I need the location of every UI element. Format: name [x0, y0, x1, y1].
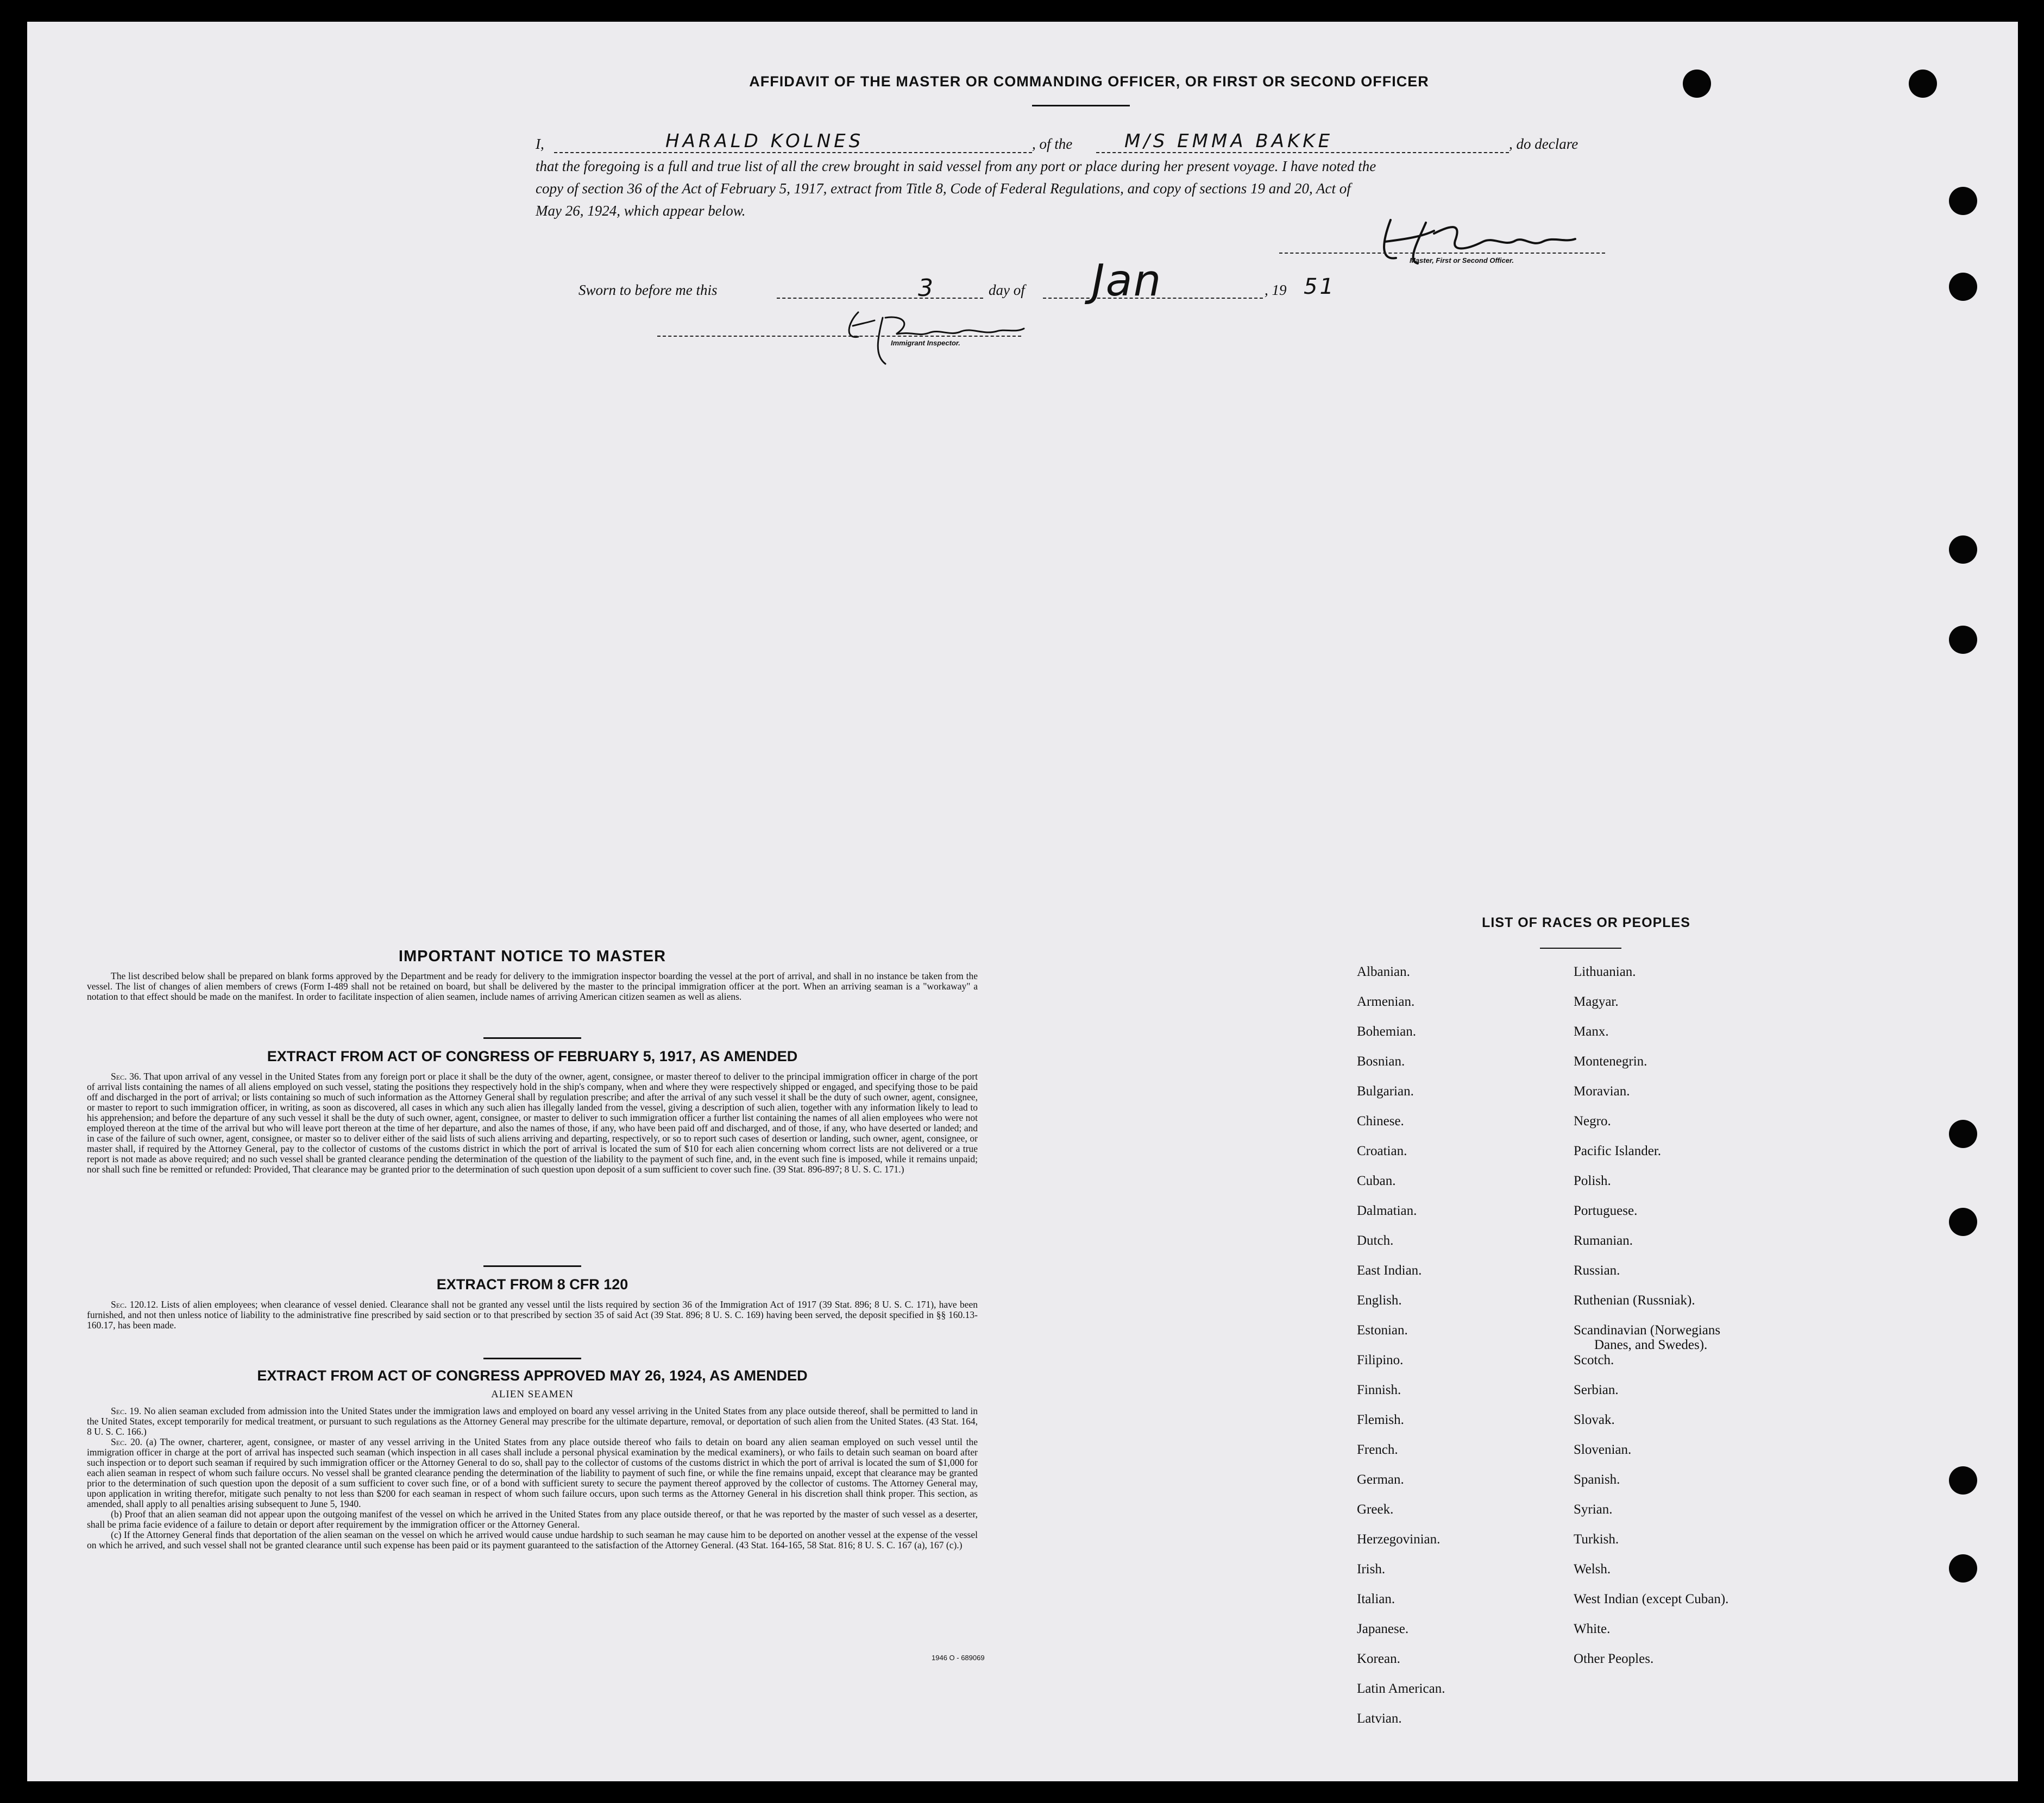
race-item: Portuguese. — [1574, 1203, 1638, 1218]
race-item: Danes, and Swedes). — [1594, 1338, 1708, 1352]
of-the-label: , of the — [1032, 136, 1073, 152]
sec-36-label: Sec. 36. — [111, 1071, 142, 1082]
race-item: White. — [1574, 1622, 1611, 1636]
race-item: Negro. — [1574, 1114, 1611, 1129]
race-item: Other Peoples. — [1574, 1651, 1654, 1666]
day-of-label: day of — [989, 282, 1025, 298]
race-item: Armenian. — [1357, 994, 1415, 1009]
sec-19-label: Sec. 19. — [111, 1405, 142, 1416]
race-item: Latin American. — [1357, 1681, 1445, 1696]
race-item: Pacific Islander. — [1574, 1144, 1662, 1158]
race-item: Serbian. — [1574, 1383, 1619, 1397]
race-item: Greek. — [1357, 1502, 1394, 1517]
punch-hole — [1683, 70, 1711, 98]
sec-20-label: Sec. 20. — [111, 1436, 143, 1447]
sworn-day-line — [777, 298, 983, 299]
race-item: Scandinavian (Norwegians — [1574, 1323, 1721, 1338]
punch-hole — [1949, 187, 1977, 215]
race-item: Dutch. — [1357, 1233, 1394, 1248]
race-item: Bosnian. — [1357, 1054, 1405, 1069]
race-item: Latvian. — [1357, 1711, 1402, 1726]
master-name-line — [554, 152, 1032, 153]
race-item: English. — [1357, 1293, 1402, 1308]
extract-8cfr — [87, 1276, 978, 1331]
race-item: East Indian. — [1357, 1263, 1422, 1278]
race-item: Flemish. — [1357, 1413, 1404, 1427]
extract-1917-body — [87, 1071, 978, 1175]
race-item: Cuban. — [1357, 1174, 1396, 1188]
section-rule — [483, 1037, 581, 1039]
title-rule — [1032, 105, 1130, 106]
year-prefix: , 19 — [1265, 282, 1287, 298]
extract-1917 — [87, 1048, 978, 1175]
sec-120-text: Lists of alien employees; when clearance of vessel denied. Clearance shall not be granted any vessel until the lists required by section 36 of the Immigration Act of 1917 (39 Stat. 896; 8 U. S. C. 171), have been furnished, and not then unless notice of liability to the administrative fine prescribed by said section or to that prescribed by section 35 of said Act (39 Stat. 896; 8 U. S. C. 169) having been served, the deposit specified in §§ 160.13-160.17, has been made. — [87, 1299, 978, 1331]
sec-19-body — [87, 1406, 978, 1437]
sec-120-label: Sec. 120.12. — [111, 1299, 159, 1310]
master-name: HARALD KOLNES — [665, 130, 864, 152]
master-signature-line — [1279, 253, 1605, 254]
section-rule — [483, 1265, 581, 1267]
extract-1917-title: EXTRACT FROM ACT OF CONGRESS OF FEBRUARY 5, 1917, AS AMENDED — [267, 1048, 798, 1064]
extract-8cfr-body — [87, 1300, 978, 1331]
race-item: Magyar. — [1574, 994, 1619, 1009]
race-item: German. — [1357, 1472, 1404, 1487]
sec-20b-body: (b) Proof that an alien seaman did not appear upon the outgoing manifest of the vessel on which he arrived in the United States from any place outside thereof, or that he was reported by the master of such vessel as a deserter, shall be prima facie evidence of a failure to detain or deport after requirement by the immigration officer or the Attorney General. — [87, 1509, 978, 1530]
sec-36-text: That upon arrival of any vessel in the United States from any foreign port or place it shall be the duty of the owner, agent, consignee, or master thereof to deliver to the principal immigration officer in charge of the port of arrival lists containing the names of all aliens employed on such vessel, stating the positions they respectively hold in the ship's company, when and where they were respectively shipped or engaged, and specifying those to be paid off and discharged in the port of arrival; or lists containing so much of such information as the Attorney General shall by regulation prescribe; and after the arrival of any such vessel it shall be the duty of such owner, agent, consignee, or master to report to such immigration officer, in writing, as soon as discovered, all cases in which any such alien has illegally landed from the vessel, giving a description of such alien, together with any information likely to lead to his apprehension; and before the departure of any such vessel it shall be the duty of such owner, agent, consignee, or master to deliver to such immigration officer a further list containing the names of all alien employees who were not employed thereon at the time of the arrival but who will leave port thereon at the time of her departure, and also the names of those, if any, who have been paid off and discharged, and of those, if any, who have deserted or landed; and in case of the failure of such owner, agent, consignee, or master so to deliver either of the said lists of such aliens arriving and departing, respectively, or so to report such cases of desertion or landing, such owner, agent, consignee, or master shall, if required by the Attorney General, pay to the collector of customs of the customs district in which the port of arrival is located the sum of $10 for each alien concerning whom correct lists are not delivered or a true report is not made as above required; and no such vessel shall be granted clearance pending the determination of the question of the liability to the payment of such fine, and, in the event such fine is imposed, while it remains unpaid; nor shall such fine be remitted or refunded: Provided, That clearance may be granted prior to the determination of such question upon deposit of a sum sufficient to cover such fine. (39 Stat. 896-897; 8 U. S. C. 171.) — [87, 1071, 978, 1175]
sworn-day: 3 — [918, 274, 936, 302]
punch-hole — [1949, 1120, 1977, 1148]
sec-19-text: No alien seaman excluded from admission into the United States under the immigration laws and employed on board any vessel arriving in the United States from any place outside thereof, shall be permitted to land in the United States, except temporarily for medical treatment, or pursuant to such regulations as the Attorney General may prescribe for the ultimate departure, removal, or deportation of such alien from the United States. (43 Stat. 164, 8 U. S. C. 166.) — [87, 1405, 978, 1437]
sworn-year: 51 — [1304, 274, 1336, 299]
race-item: Syrian. — [1574, 1502, 1613, 1517]
affidavit-title: AFFIDAVIT OF THE MASTER OR COMMANDING OFFICER, OR FIRST OR SECOND OFFICER — [749, 73, 1429, 90]
race-item: Irish. — [1357, 1562, 1386, 1577]
race-item: Slovak. — [1574, 1413, 1615, 1427]
declaration-i: I, — [536, 136, 544, 152]
punch-hole — [1949, 1466, 1977, 1495]
vessel-name-line — [1096, 152, 1509, 153]
sec-20c-body: (c) If the Attorney General finds that deportation of the alien seaman on the vessel on which he arrived would cause undue hardship to such seaman he may cause him to be deported on another vessel at the expense of the vessel on which he arrived, and such vessel shall not be granted clearance until such expense has been paid or its payment guaranteed to the satisfaction of the Attorney General. (43 Stat. 164-165, 58 Stat. 816; 8 U. S. C. 167 (a), 167 (c).) — [87, 1529, 978, 1550]
punch-hole — [1949, 1208, 1977, 1236]
race-item: French. — [1357, 1442, 1398, 1457]
notice-title: IMPORTANT NOTICE TO MASTER — [398, 948, 666, 965]
race-item: Dalmatian. — [1357, 1203, 1417, 1218]
race-item: Chinese. — [1357, 1114, 1404, 1129]
print-code: 1946 O - 689069 — [932, 1654, 985, 1662]
extract-8cfr-title: EXTRACT FROM 8 CFR 120 — [436, 1276, 628, 1293]
race-item: Croatian. — [1357, 1144, 1407, 1158]
declaration-line-3: copy of section 36 of the Act of February 5, 1917, extract from Title 8, Code of Federal Regulations, and copy of sections 19 and 20, Act of — [536, 180, 1351, 197]
race-item: Polish. — [1574, 1174, 1611, 1188]
important-notice — [87, 948, 978, 1002]
races-title: LIST OF RACES OR PEOPLES — [1482, 915, 1690, 930]
declaration-line-4: May 26, 1924, which appear below. — [536, 203, 746, 219]
race-item: Turkish. — [1574, 1532, 1619, 1547]
race-item: Lithuanian. — [1574, 964, 1636, 979]
race-item: Rumanian. — [1574, 1233, 1633, 1248]
race-item: Korean. — [1357, 1651, 1400, 1666]
race-item: Scotch. — [1574, 1353, 1614, 1367]
race-item: Herzegovinian. — [1357, 1532, 1441, 1547]
punch-hole — [1949, 273, 1977, 301]
race-item: Welsh. — [1574, 1562, 1611, 1577]
extract-1924 — [87, 1367, 978, 1550]
race-item: Russian. — [1574, 1263, 1620, 1278]
vessel-name: M/S EMMA BAKKE — [1124, 130, 1334, 152]
race-item: Manx. — [1574, 1024, 1609, 1039]
master-signature-caption: Master, First or Second Officer. — [1410, 256, 1514, 264]
punch-hole — [1909, 70, 1937, 98]
extract-1924-subtitle: ALIEN SEAMEN — [491, 1389, 574, 1400]
race-item: Bulgarian. — [1357, 1084, 1414, 1099]
race-item: Finnish. — [1357, 1383, 1401, 1397]
race-item: Estonian. — [1357, 1323, 1408, 1338]
race-item: Ruthenian (Russniak). — [1574, 1293, 1695, 1308]
race-item: Filipino. — [1357, 1353, 1404, 1367]
sec-20a-body — [87, 1437, 978, 1509]
race-item: Albanian. — [1357, 964, 1410, 979]
punch-hole — [1949, 1554, 1977, 1583]
declaration-line-2: that the foregoing is a full and true list of all the crew brought in said vessel from any port or place during her present voyage. I have noted the — [536, 158, 1376, 174]
notice-body: The list described below shall be prepared on blank forms approved by the Department and be ready for delivery to the immigration inspector boarding the vessel at the port of arrival, and shall in no instance be taken from the vessel. The list of changes of alien members of crews (Form I-489 shall not be retained on board, but shall be delivered by the master to the principal immigration officer at the port. When an arriving seaman is a "workaway" a notation to that effect should be made on the manifest. In order to facilitate inspection of alien seamen, include names of arriving American citizen seamen as well as aliens. — [87, 970, 978, 1002]
races-title-rule — [1540, 948, 1621, 949]
punch-hole — [1949, 626, 1977, 654]
sec-20a-text: (a) The owner, charterer, agent, consignee, or master of any vessel arriving in the United States from any place outside thereof who fails to detain on board any alien seaman employed on such vessel until the immigration officer in charge at the port of arrival has inspected such seaman (which inspection in all cases shall include a personal physical examination by the medical examiners), or who fails to detain such seaman on board after such inspection or to deport such seaman if required by such immigration officer or the Attorney General to do so, shall pay to the collector of customs of the customs district in which the port of arrival is located the sum of $1,000 for each alien seaman in respect of whom such failure occurs. No vessel shall be granted clearance pending the determination of the liability to payment of such fine, or while the fine remains unpaid, except that clearance may be granted prior to the determination of such question upon the deposit of a sum sufficient to cover such fine, or of a bond with sufficient surety to secure the payment thereof approved by the collector of customs. The Attorney General may, upon application in writing therefor, mitigate such penalty to not less than $200 for each seaman in respect of whom such failure occurs, upon such terms as the Attorney General in his discretion shall think proper. This section, as amended, shall apply to all penalties arising subsequent to June 5, 1940. — [87, 1436, 978, 1509]
race-item: Japanese. — [1357, 1622, 1409, 1636]
inspector-signature — [837, 301, 1032, 372]
race-item: West Indian (except Cuban). — [1574, 1592, 1729, 1606]
race-item: Bohemian. — [1357, 1024, 1417, 1039]
race-item: Moravian. — [1574, 1084, 1630, 1099]
race-item: Slovenian. — [1574, 1442, 1632, 1457]
sworn-month: Jan — [1092, 255, 1162, 306]
sworn-label: Sworn to before me this — [578, 282, 718, 298]
do-declare-label: , do declare — [1509, 136, 1578, 152]
punch-hole — [1949, 535, 1977, 564]
race-item: Montenegrin. — [1574, 1054, 1647, 1069]
section-rule — [483, 1358, 581, 1359]
inspector-signature-line — [657, 336, 1021, 337]
race-item: Italian. — [1357, 1592, 1395, 1606]
extract-1924-title: EXTRACT FROM ACT OF CONGRESS APPROVED MAY 26, 1924, AS AMENDED — [257, 1367, 808, 1384]
race-item: Spanish. — [1574, 1472, 1620, 1487]
inspector-signature-caption: Immigrant Inspector. — [891, 339, 960, 347]
